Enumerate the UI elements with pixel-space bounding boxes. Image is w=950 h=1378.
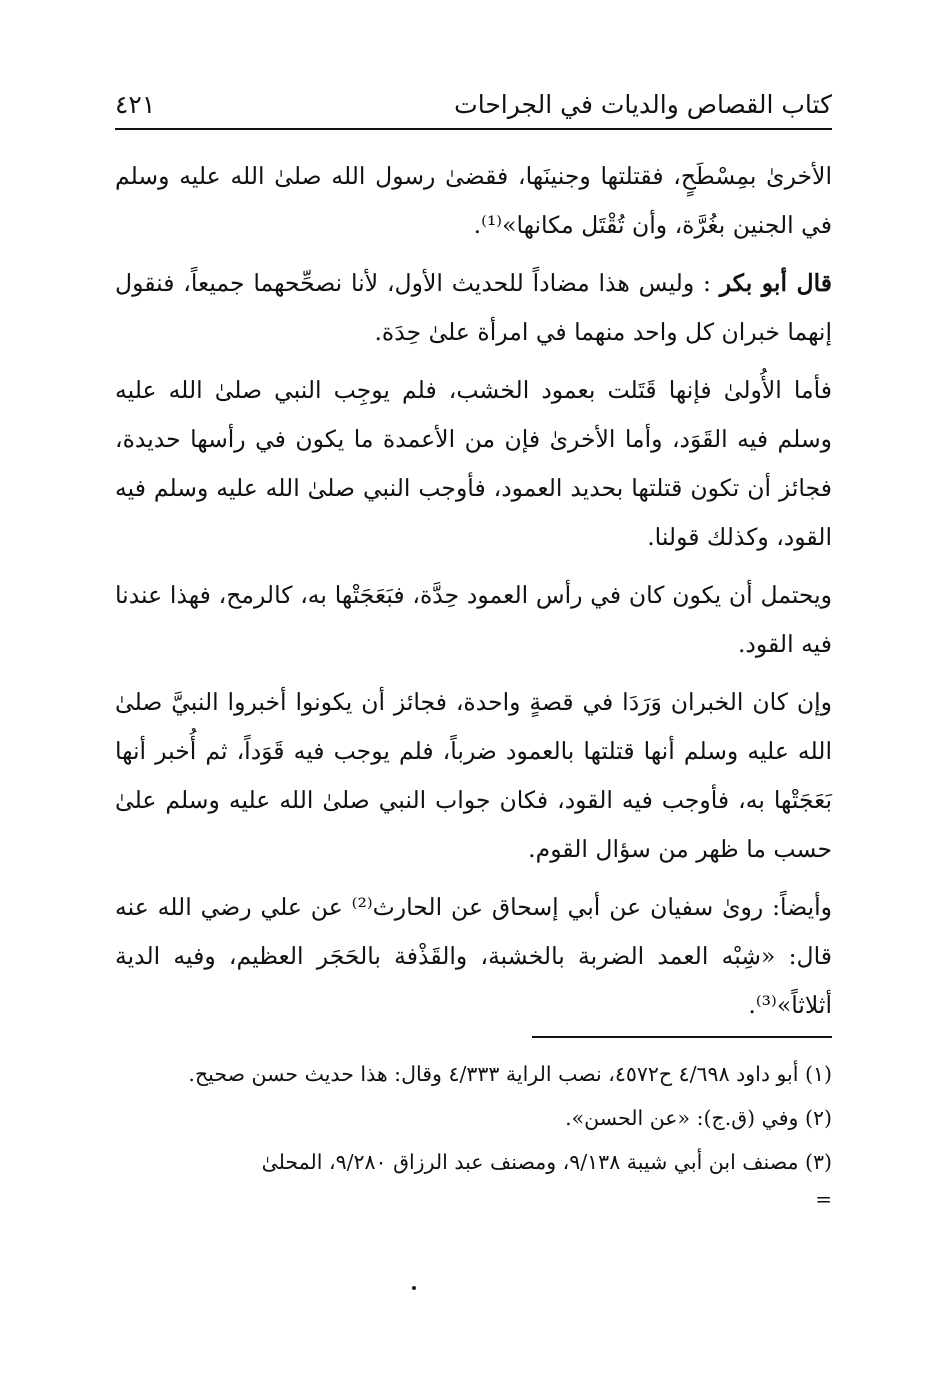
paragraph-4-text: ويحتمل أن يكون كان في رأس العمود حِدَّة، فبَعَجَتْها به، كالرمح، فهذا عندنا فيه القود. (115, 581, 832, 658)
paragraph-3-text: فأما الأُولىٰ فإنها قَتَلت بعمود الخشب، فلم يوجِب النبي صلىٰ الله عليه وسلم فيه القَوَد، وأما الأخرىٰ فإن من الأعمدة ما يكون في رأسها حديدة، فجائز أن تكون قتلتها بحديد العمود، فأوجب النبي صلىٰ الله عليه وسلم فيه القود، وكذلك قولنا. (115, 376, 832, 551)
footnote-2: (٢) وفي (ق.ج): «عن الحسن». (565, 1106, 832, 1130)
page-number: ٤٢١ (115, 90, 156, 119)
paragraph-4 (115, 571, 832, 669)
paragraph-6-text: وأيضاً: روىٰ سفيان عن أبي إسحاق عن الحارث⁽²⁾ عن علي رضي الله عنه قال: «شِبْه العمد الضربة بالخشبة، والقَذْفة بالحَجَر العظيم، وفيه الدية أثلاثاً»⁽³⁾. (115, 893, 832, 1019)
paragraph-1 (115, 152, 832, 250)
paragraph-1-text: الأخرىٰ بمِسْطَحٍ، فقتلتها وجنينَها، فقضىٰ رسول الله صلىٰ الله عليه وسلم في الجنين بغُرَّة، وأن تُقْتَل مكانها»⁽¹⁾. (115, 162, 832, 239)
footnote-1: (١) أبو داود ٤/٦٩٨ ح٤٥٧٢، نصب الراية ٤/٣٣٣ وقال: هذا حديث حسن صحيح. (188, 1062, 832, 1086)
paragraph-6 (115, 883, 832, 1030)
page-dot (412, 1286, 416, 1290)
header-title: كتاب القصاص والديات في الجراحات (454, 90, 832, 119)
paragraph-3 (115, 366, 832, 562)
footnotes (115, 1052, 832, 1214)
running-header (115, 84, 832, 130)
paragraph-5 (115, 678, 832, 874)
main-text (115, 152, 832, 1039)
paragraph-2 (115, 259, 832, 357)
paragraph-2-lead: قال أبو بكر (719, 269, 832, 297)
footnote-3: (٣) مصنف ابن أبي شيبة ٩/١٣٨، ومصنف عبد الرزاق ٩/٢٨٠، المحلىٰ (261, 1150, 832, 1174)
paragraph-2-text: : وليس هذا مضاداً للحديث الأول، لأنا نصحِّحهما جميعاً، فنقول إنهما خبران كل واحد منهما في امرأة علىٰ حِدَة. (115, 269, 832, 346)
continuation-mark: = (815, 1187, 832, 1211)
footnote-separator (532, 1036, 832, 1038)
paragraph-5-text: وإن كان الخبران وَرَدَا في قصةٍ واحدة، فجائز أن يكونوا أخبروا النبيَّ صلىٰ الله عليه وسلم أنها قتلتها بالعمود ضرباً، فلم يوجب فيه قَوَداً، ثم أُخبر أنها بَعَجَتْها به، فأوجب فيه القود، فكان جواب النبي صلىٰ الله عليه وسلم علىٰ حسب ما ظهر من سؤال القوم. (115, 688, 832, 863)
